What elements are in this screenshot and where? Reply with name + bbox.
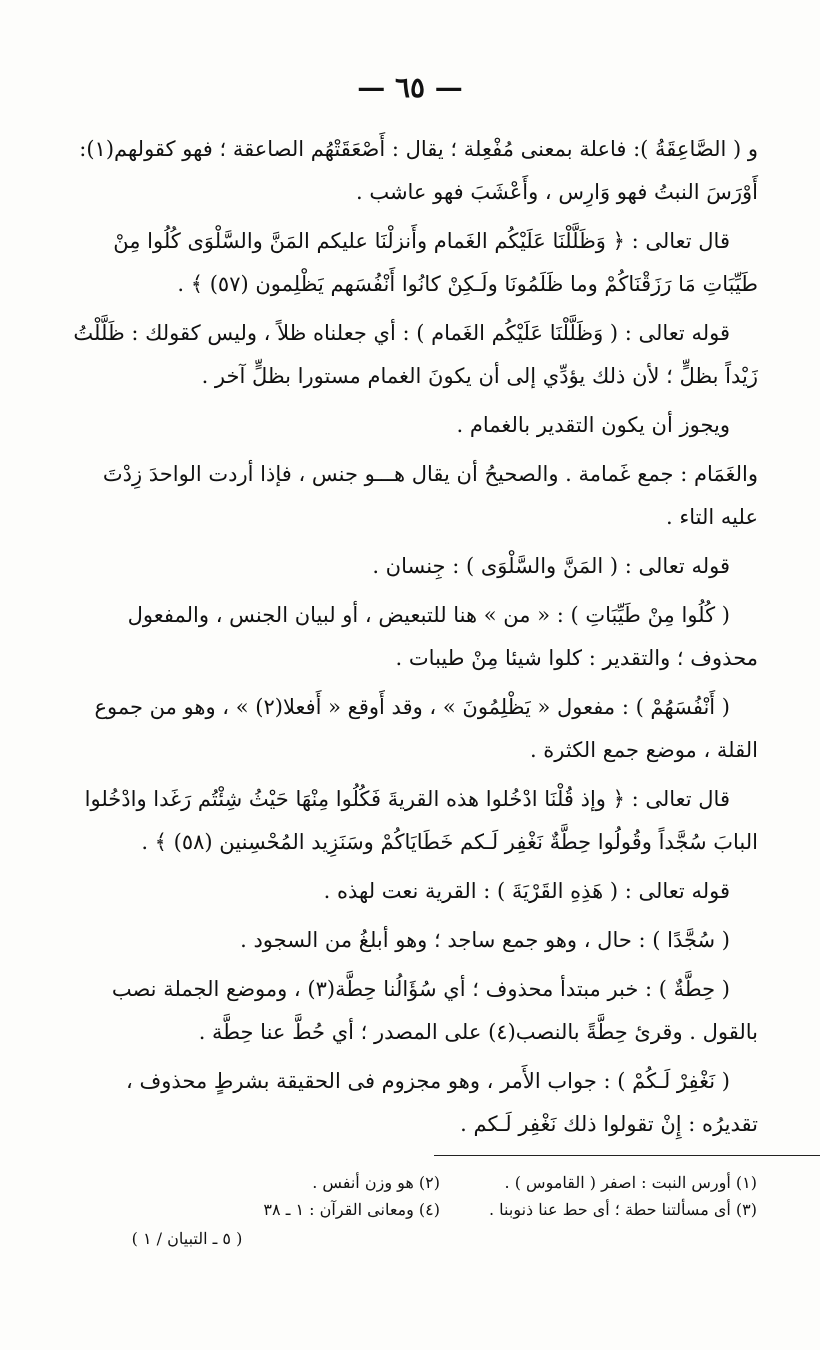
footnotes — [140, 1169, 757, 1223]
page-number: — ٦٥ — — [357, 71, 463, 104]
paragraph-8: ( أَنْفُسَهُمْ ) : مفعول « يَظْلِمُونَ » ، وقد أَوقع « أَفعلا(٢) » ، وهو من جموع القلة ، موضع جمع الكثرة . — [94, 695, 758, 762]
footnote-1: (١) أورس النبت : اصفر ( القاموس ) . — [504, 1173, 757, 1192]
paragraph-4: ويجوز أن يكون التقدير بالغمام . — [456, 413, 730, 437]
paragraph-7: ( كُلُوا مِنْ طَيِّبَاتِ ) : « من » هنا للتبعيض ، أو لبيان الجنس ، والمفعول محذوف ؛ والتقدير : كلوا شيئا مِنْ طيبات . — [127, 603, 758, 670]
footnote-row-1 — [140, 1169, 757, 1196]
paragraph-13: ( نَغْفِرْ لَـكُمْ ) : جواب الأَمر ، وهو مجزوم فى الحقيقة بشرطٍ محذوف ، تقديرُه : إِنْ تقولوا ذلك نَغْفِر لَـكم . — [126, 1069, 758, 1136]
main-text — [64, 128, 758, 1152]
footnote-3: (٣) أى مسألتنا حطة ؛ أى حط عنا ذنوبنا . — [488, 1200, 757, 1219]
footnote-divider — [434, 1155, 820, 1156]
paragraph-5: والغَمَام : جمع غَمامة . والصحيحُ أن يقال هـــو جنس ، فإذا أردت الواحدَ زِدْتَ عليه التاء . — [102, 462, 758, 529]
footnote-row-2 — [140, 1196, 757, 1223]
paragraph-1: و ( الصَّاعِقَةُ ): فاعلة بمعنى مُفْعِلة ؛ يقال : أَصْعَقَتْهُم الصاعقة ؛ فهو كقولهم(١): أَوْرَسَ النبتُ فهو وَارِس ، وأَعْشَبَ فهو عاشب . — [79, 137, 758, 204]
paragraph-10: قوله تعالى : ( هَذِهِ القَرْيَةَ ) : القرية نعت لهذه . — [323, 879, 730, 903]
paragraph-3: قوله تعالى : ( وَظَلَّلْنَا عَلَيْكُم الغَمام ) : أي جعلناه ظلاً ، وليس كقولك : ظَلَّلْتُ زَيْداً بظلٍّ ؛ لأن ذلك يؤدِّي إلى أن يكونَ الغمام مستورا بظلٍّ آخر . — [73, 321, 758, 388]
paragraph-12: ( حِطَّةٌ ) : خبر مبتدأ محذوف ؛ أي سُؤَالُنا حِطَّة(٣) ، وموضع الجملة نصب بالقول . وقرئ حِطَّةً بالنصب(٤) على المصدر ؛ أي حُطَّ عنا حِطَّة . — [111, 977, 758, 1044]
paragraph-6: قوله تعالى : ( المَنَّ والسَّلْوَى ) : جِنسان . — [372, 554, 730, 578]
paragraph-11: ( سُجَّدًا ) : حال ، وهو جمع ساجد ؛ وهو أبلغُ من السجود . — [240, 928, 730, 952]
paragraph-2: قال تعالى : ﴿ وَظَلَّلْنَا عَلَيْكُم الغَمام وأَنزلْنَا عليكم المَنَّ والسَّلْوَى كُلُوا مِنْ طَيِّبَاتِ مَا رَزَقْنَاكُمْ وما ظَلَمُونَا ولَـكِنْ كانُوا أَنْفُسَهم يَظْلِمون (٥٧) ﴾ . — [113, 229, 758, 296]
paragraph-9: قال تعالى : ﴿ وإذ قُلْنَا ادْخُلوا هذه القريةَ فَكُلُوا مِنْهَا حَيْثُ شِئْتُم رَغَدا وادْخُلوا البابَ سُجَّداً وقُولُوا حِطَّةٌ نَغْفِر لَـكم خَطَايَاكُمْ وسَنَزِيد المُحْسِنين (٥٨) ﴾ . — [84, 787, 758, 854]
footnote-4: (٤) ومعانى القرآن : ١ ـ ٣٨ — [263, 1200, 440, 1219]
book-signature: ( ٥ ـ التبيان / ١ ) — [131, 1229, 243, 1248]
footnote-2: (٢) هو وزن أنفس . — [312, 1173, 440, 1192]
